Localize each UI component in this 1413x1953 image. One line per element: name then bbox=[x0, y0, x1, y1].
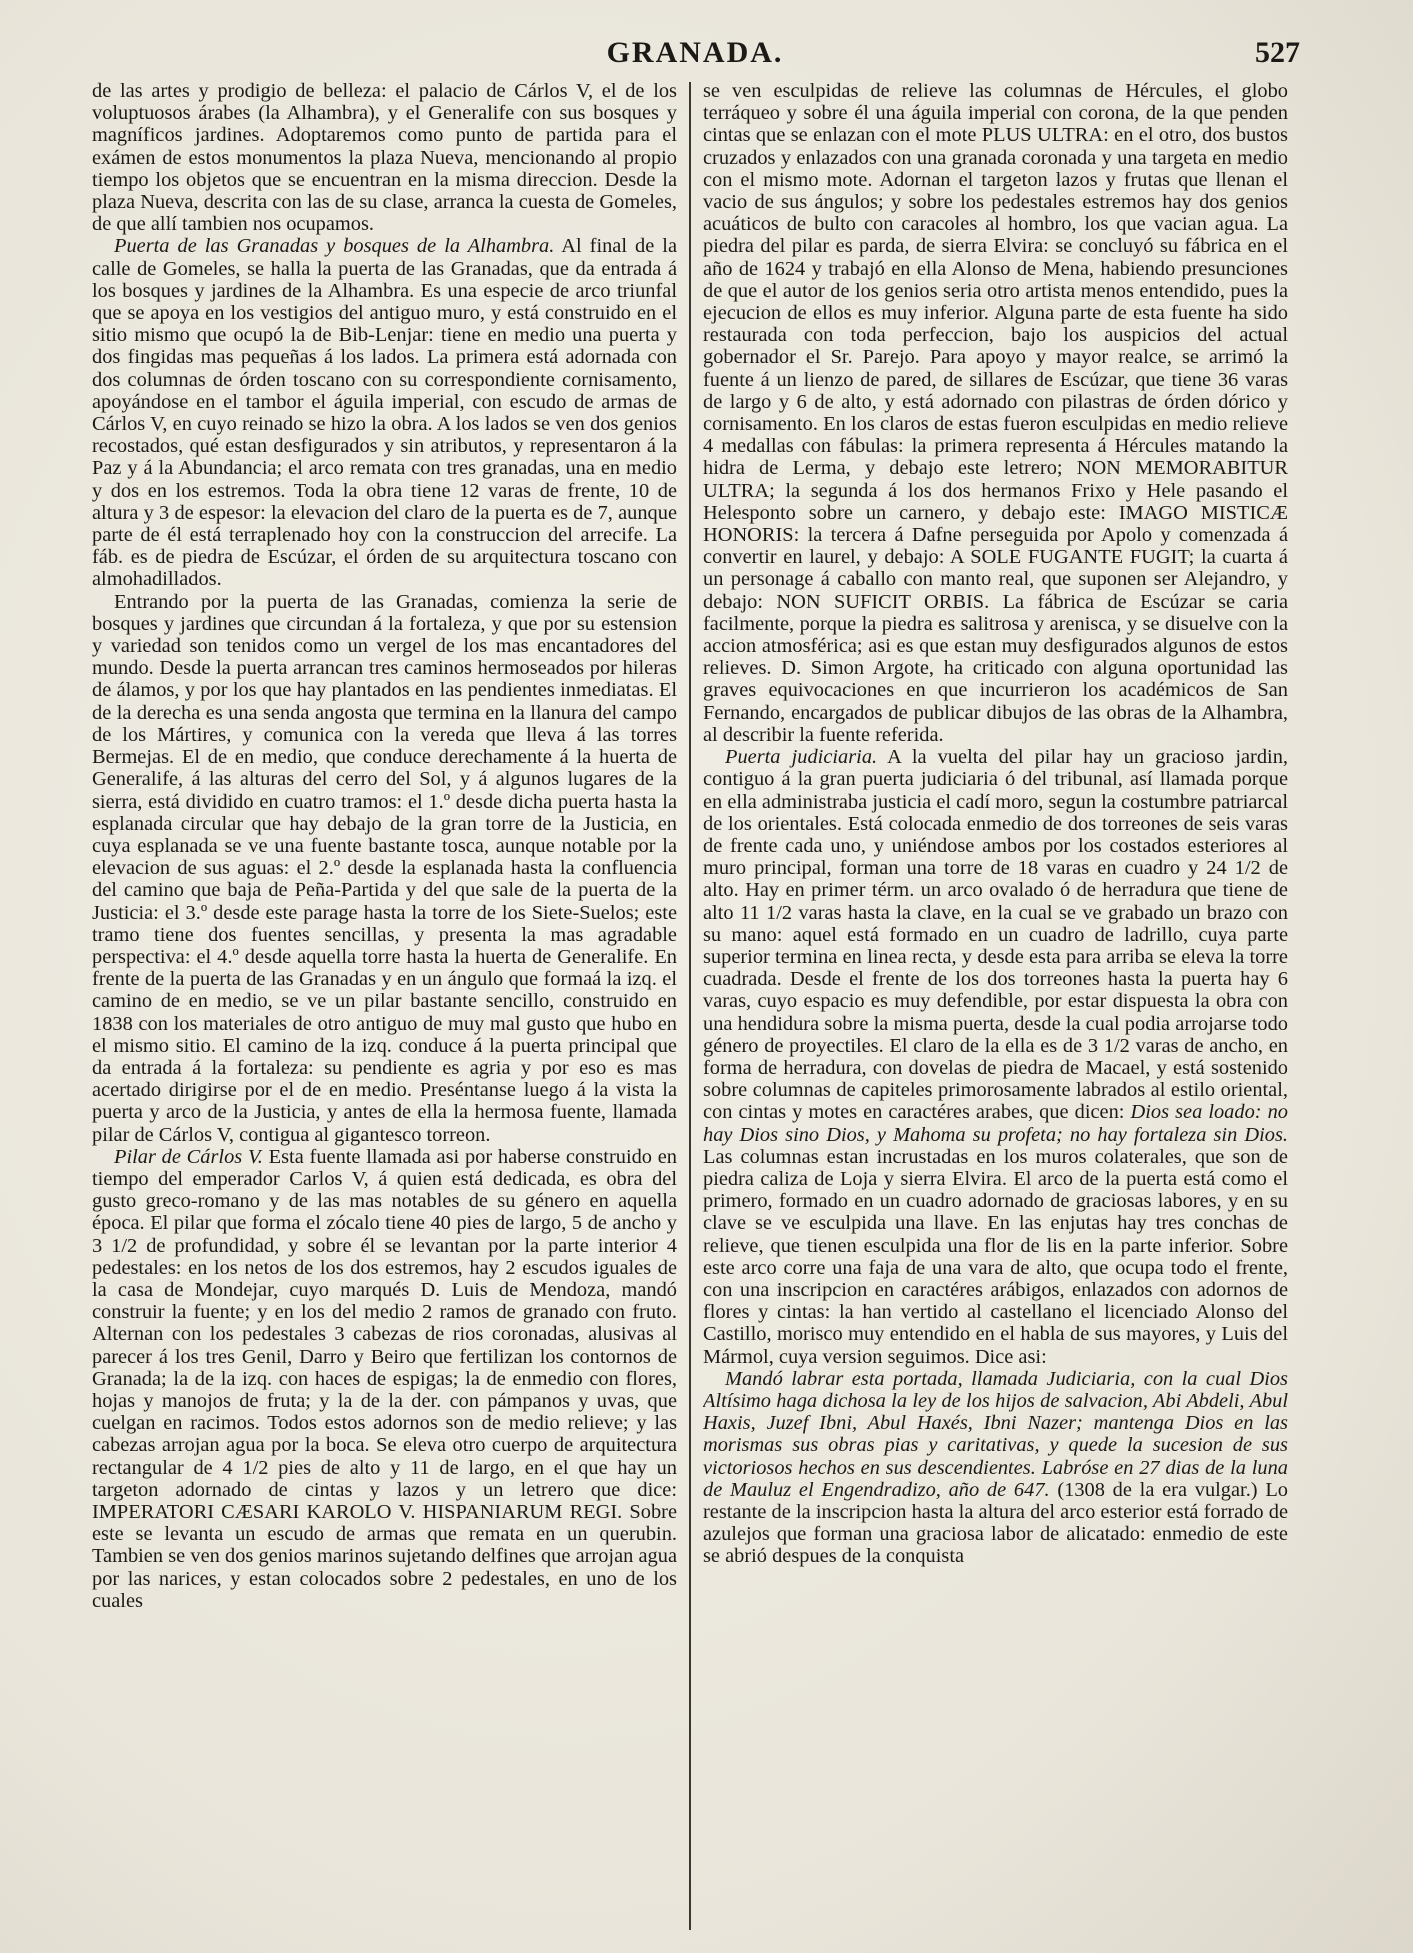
left-paragraph-2-text: Al final de la calle de Gomeles, se halla la puerta de las Granadas, que da entrada á los bosques y jardines de la Alhambra. Es una especie de arco triunfal que se apoya en los vestigios del antiguo muro, y está construido en el sitio mismo que ocupó la de Bib-Lenjar: tiene en medio una puerta y dos fingidas mas pequeñas á los lados. La primera está adornada con dos columnas de órden toscano con su correspondiente cornisamento, apoyándose en el tambor el águila imperial, con escudo de armas de Cárlos V, en cuyo reinado se hizo la obra. A los lados se ven dos genios recostados, qué estan desfigurados y sin atributos, y representaron á la Paz y á la Abundancia; el arco remata con tres granadas, una en medio y dos en los estremos. Toda la obra tiene 12 varas de frente, 10 de altura y 3 de espesor: la elevacion del claro de la puerta es de 7, aunque parte de él está terraplenado hoy con la construccion del arrecife. La fáb. es de piedra de Escúzar, el órden de su arquitectura toscano con almohadillados. bbox=[92, 235, 677, 591]
right-paragraph-3 bbox=[703, 1368, 1288, 1568]
page-header bbox=[90, 36, 1300, 78]
column-divider bbox=[689, 82, 691, 1930]
section-heading-pilar-carlos: Pilar de Cárlos V. bbox=[114, 1145, 263, 1168]
left-paragraph-1: de las artes y prodigio de belleza: el palacio de Cárlos V, el de los voluptuosos árabes (la Alhambra), y el Generalife con sus bosques y magníficos jardines. Adoptaremos como punto de partida para el exámen de estos monumentos la plaza Nueva, mencionando al propio tiempo los objetos que se encuentran en la misma direccion. Desde la plaza Nueva, descrita con las de su clase, arranca la cuesta de Gomeles, de que allí tambien nos ocupamos. bbox=[92, 80, 677, 236]
right-paragraph-1: se ven esculpidas de relieve las columnas de Hércules, el globo terráqueo y sobre él una águila imperial con corona, de la que penden cintas que se enlazan con el mote PLUS ULTRA: en el otro, dos bustos cruzados y enlazados con una granada coronada y una targeta en medio con el mismo mote. Adornan el targeton lazos y frutas que llenan el vacio de sus ángulos; y sobre los pedestales estremos hay dos genios acuáticos de bulto con caracoles al hombro, los que vacian agua. La piedra del pilar es parda, de sierra Elvira: se concluyó su fábrica en el año de 1624 y trabajó en ella Alonso de Mena, habiendo presunciones de que el autor de los genios seria otro artista menos entendido, pues la ejecucion de ellos es muy inferior. Alguna parte de esta fuente ha sido restaurada con toda perfeccion, bajo los auspicios del actual gobernador el Sr. Parejo. Para apoyo y mayor realce, se arrimó la fuente á un lienzo de pared, de sillares de Escúzar, que tiene 36 varas de largo y 6 de alto, y está adornado con pilastras de órden dórico y cornisamento. En los claros de estas fueron esculpidas en medio relieve 4 medallas con fábulas: la primera representa á Hércules matando la hidra de Lerma, y debajo este letrero; NON MEMORABITUR ULTRA; la segunda á los dos hermanos Frixo y Hele pasando el Helesponto sobre un carnero, y debajo este: IMAGO MISTICÆ HONORIS: la tercera á Dafne perseguida por Apolo y comenzada á convertir en laurel, y debajo: A SOLE FUGANTE FUGIT; la cuarta á un personage á caballo con manto real, que suponen ser Alejandro, y debajo: NON SUFICIT ORBIS. La fábrica de Escúzar se caria facilmente, porque la piedra es salitrosa y arenisca, y se disuelve con la accion atmosférica; asi es que estan muy desfigurados algunos de estos relieves. D. Simon Argote, ha criticado con alguna oportunidad las graves equivocaciones en que incurrieron los académicos de San Fernando, encargados de publicar dibujos de las obras de la Alhambra, al describir la fuente referida. bbox=[703, 80, 1288, 746]
section-heading-puerta-granadas: Puerta de las Granadas y bosques de la Alhambra. bbox=[114, 235, 555, 258]
inscription-translation: Mandó labrar esta portada, llamada Judiciaria, con la cual Dios Altísimo haga dichosa la ley de los hijos de salvacion, Abi Abdeli, Abul Haxis, Juzef Ibni, Abul Haxés, Ibni Nazer; mantenga Dios en las morismas sus obras pias y caritativas, y quede la sucesion de sus victoriosos hechos en sus descendientes. Labróse en 27 dias de la luna de Mauluz el Engendradizo, año de 647. bbox=[703, 1367, 1288, 1501]
running-title: GRANADA. bbox=[606, 36, 784, 69]
section-heading-puerta-judiciaria: Puerta judiciaria. bbox=[725, 746, 878, 769]
right-paragraph-3-tail: (1308 de la era vulgar.) Lo restante de la inscripcion hasta la altura del arco esterior está forrado de azulejos que forman una graciosa labor de alicatado: enmedio de este se abrió despues de la conquista bbox=[703, 1478, 1288, 1568]
page-number: 527 bbox=[1255, 36, 1300, 69]
right-column bbox=[703, 80, 1288, 1935]
left-paragraph-4 bbox=[92, 1146, 677, 1612]
left-paragraph-4-text: Esta fuente llamada asi por haberse construido en tiempo del emperador Carlos V, á quien está dedicada, es obra del gusto greco-romano y de las mas notables de su género en aquella época. El pilar que forma el zócalo tiene 40 pies de largo, 5 de ancho y 3 1/2 de profundidad, y sobre él se levantan por la parte interior 4 pedestales: en los netos de los dos estremos, hay 2 escudos iguales de la casa de Mondejar, cuyo marqués D. Luis de Mendoza, mandó construir la fuente; y en los del medio 2 ramos de granado con fruto. Alternan con los pedestales 3 cabezas de rios coronadas, alusivas al parecer á los tres Genil, Darro y Beiro que fertilizan los contornos de Granada; la de la izq. con haces de espigas; la de enmedio con flores, hojas y manojos de fruta; y la de la der. con pámpanos y uvas, que cuelgan en racimos. Todos estos adornos son de medio relieve; y las cabezas arrojan agua por la boca. Se eleva otro cuerpo de arquitectura rectangular de 4 1/2 pies de alto y 11 de largo, en el que hay un targeton adornado de cintas y lazos y un letrero que dice: IMPERATORI CÆSARI KAROLO V. HISPANIARUM REGI. Sobre este se levanta un escudo de armas que remata en un querubin. Tambien se ven dos genios marinos sujetando delfines que arrojan agua por las narices, y estan colocados sobre 2 pedestales, en uno de los cuales bbox=[92, 1145, 677, 1612]
right-paragraph-2-tail: Las columnas estan incrustadas en los muros colaterales, que son de piedra caliza de Loja y sierra Elvira. El arco de la puerta está como el primero, formado en un cuadro adornado de graciosas labores, y en su clave se ve esculpida una llave. En las enjutas hay tres conchas de relieve, que tienen esculpida una flor de lis en la parte inferior. Sobre este arco corre una faja de una vara de alto, que ocupa todo el frente, con una inscripcion en caractéres arábigos, enlazados con adornos de flores y cintas: la han vertido al castellano el licenciado Alonso del Castillo, morisco muy entendido en el habla de sus mayores, y Luis del Mármol, cuya version seguimos. Dice asi: bbox=[703, 1145, 1288, 1368]
right-paragraph-2 bbox=[703, 746, 1288, 1368]
left-paragraph-3: Entrando por la puerta de las Granadas, comienza la serie de bosques y jardines que circundan á la fortaleza, y que por su estension y variedad son tenidos como un vergel de los mas encantadores del mundo. Desde la puerta arrancan tres caminos hermoseados por hileras de álamos, y por los que hay plantados en las pendientes inmediatas. El de la derecha es una senda angosta que termina en la llanura del campo de los Mártires, y comunica con la vereda que lleva á las torres Bermejas. El de en medio, que conduce derechamente á la huerta de Generalife, á las alturas del cerro del Sol, y á algunos lugares de la sierra, está dividido en cuatro tramos: el 1.º desde dicha puerta hasta la esplanada circular que hay debajo de la gran torre de la Justicia, en cuya esplanada se ve una fuente bastante tosca, aunque notable por la elevacion de sus aguas: el 2.º desde la esplanada hasta la confluencia del camino que baja de Peña-Partida y del que sale de la puerta de la Justicia: el 3.º desde este parage hasta la torre de los Siete-Suelos; este tramo tiene dos fuentes sencillas, y presenta la mas agradable perspectiva: el 4.º desde aquella torre hasta la huerta de Generalife. En frente de la puerta de las Granadas y en un ángulo que formaá la izq. el camino de en medio, se ve un pilar bastante sencillo, construido en 1838 con los materiales de otro antiguo de muy mal gusto que hubo en el mismo sitio. El camino de la izq. conduce á la puerta principal que da entrada á la fortaleza: su pendiente es agria y por eso es mas acertado dirigirse por el de en medio. Preséntanse luego á la vista la puerta y arco de la Justicia, y antes de ella la hermosa fuente, llamada pilar de Cárlos V, contigua al gigantesco torreon. bbox=[92, 590, 677, 1146]
arabic-motto-quote: Dios sea loado: no hay Dios sino Dios, y Mahoma su profeta; no hay fortaleza sin Dios. bbox=[703, 1101, 1288, 1146]
left-column bbox=[92, 80, 677, 1935]
left-paragraph-2 bbox=[92, 235, 677, 590]
right-paragraph-2-text: A la vuelta del pilar hay un gracioso jardin, contiguo á la gran puerta judiciaria ó del tribunal, así llamada porque en ella administraba justicia el cadí moro, segun la costumbre patriarcal de los orientales. Está colocada enmedio de dos torreones de seis varas de frente cada uno, y uniéndose ambos por los costados esteriores al muro principal, forman una torre de 18 varas en cuadro y 24 1/2 de alto. Hay en primer térm. un arco ovalado ó de herradura que tiene de alto 11 1/2 varas hasta la clave, en la cual se ve grabado un brazo con su mano: aquel está formado en un cuadro de ladrillo, cuya parte superior termina en linea recta, y desde esta para arriba se eleva la torre cuadrada. Desde el frente de los dos torreones hasta la puerta hay 6 varas, cuyo espacio es muy defendible, por estar dispuesta la obra con una hendidura sobre la misma puerta, desde la cual podia arrojarse todo género de proyectiles. El claro de la ella es de 3 1/2 varas de ancho, en forma de herradura, con dovelas de piedra de Macael, y está sostenido sobre columnas de capiteles primorosamente labrados al estilo oriental, con cintas y motes en caractéres arabes, que dicen: bbox=[703, 746, 1288, 1124]
